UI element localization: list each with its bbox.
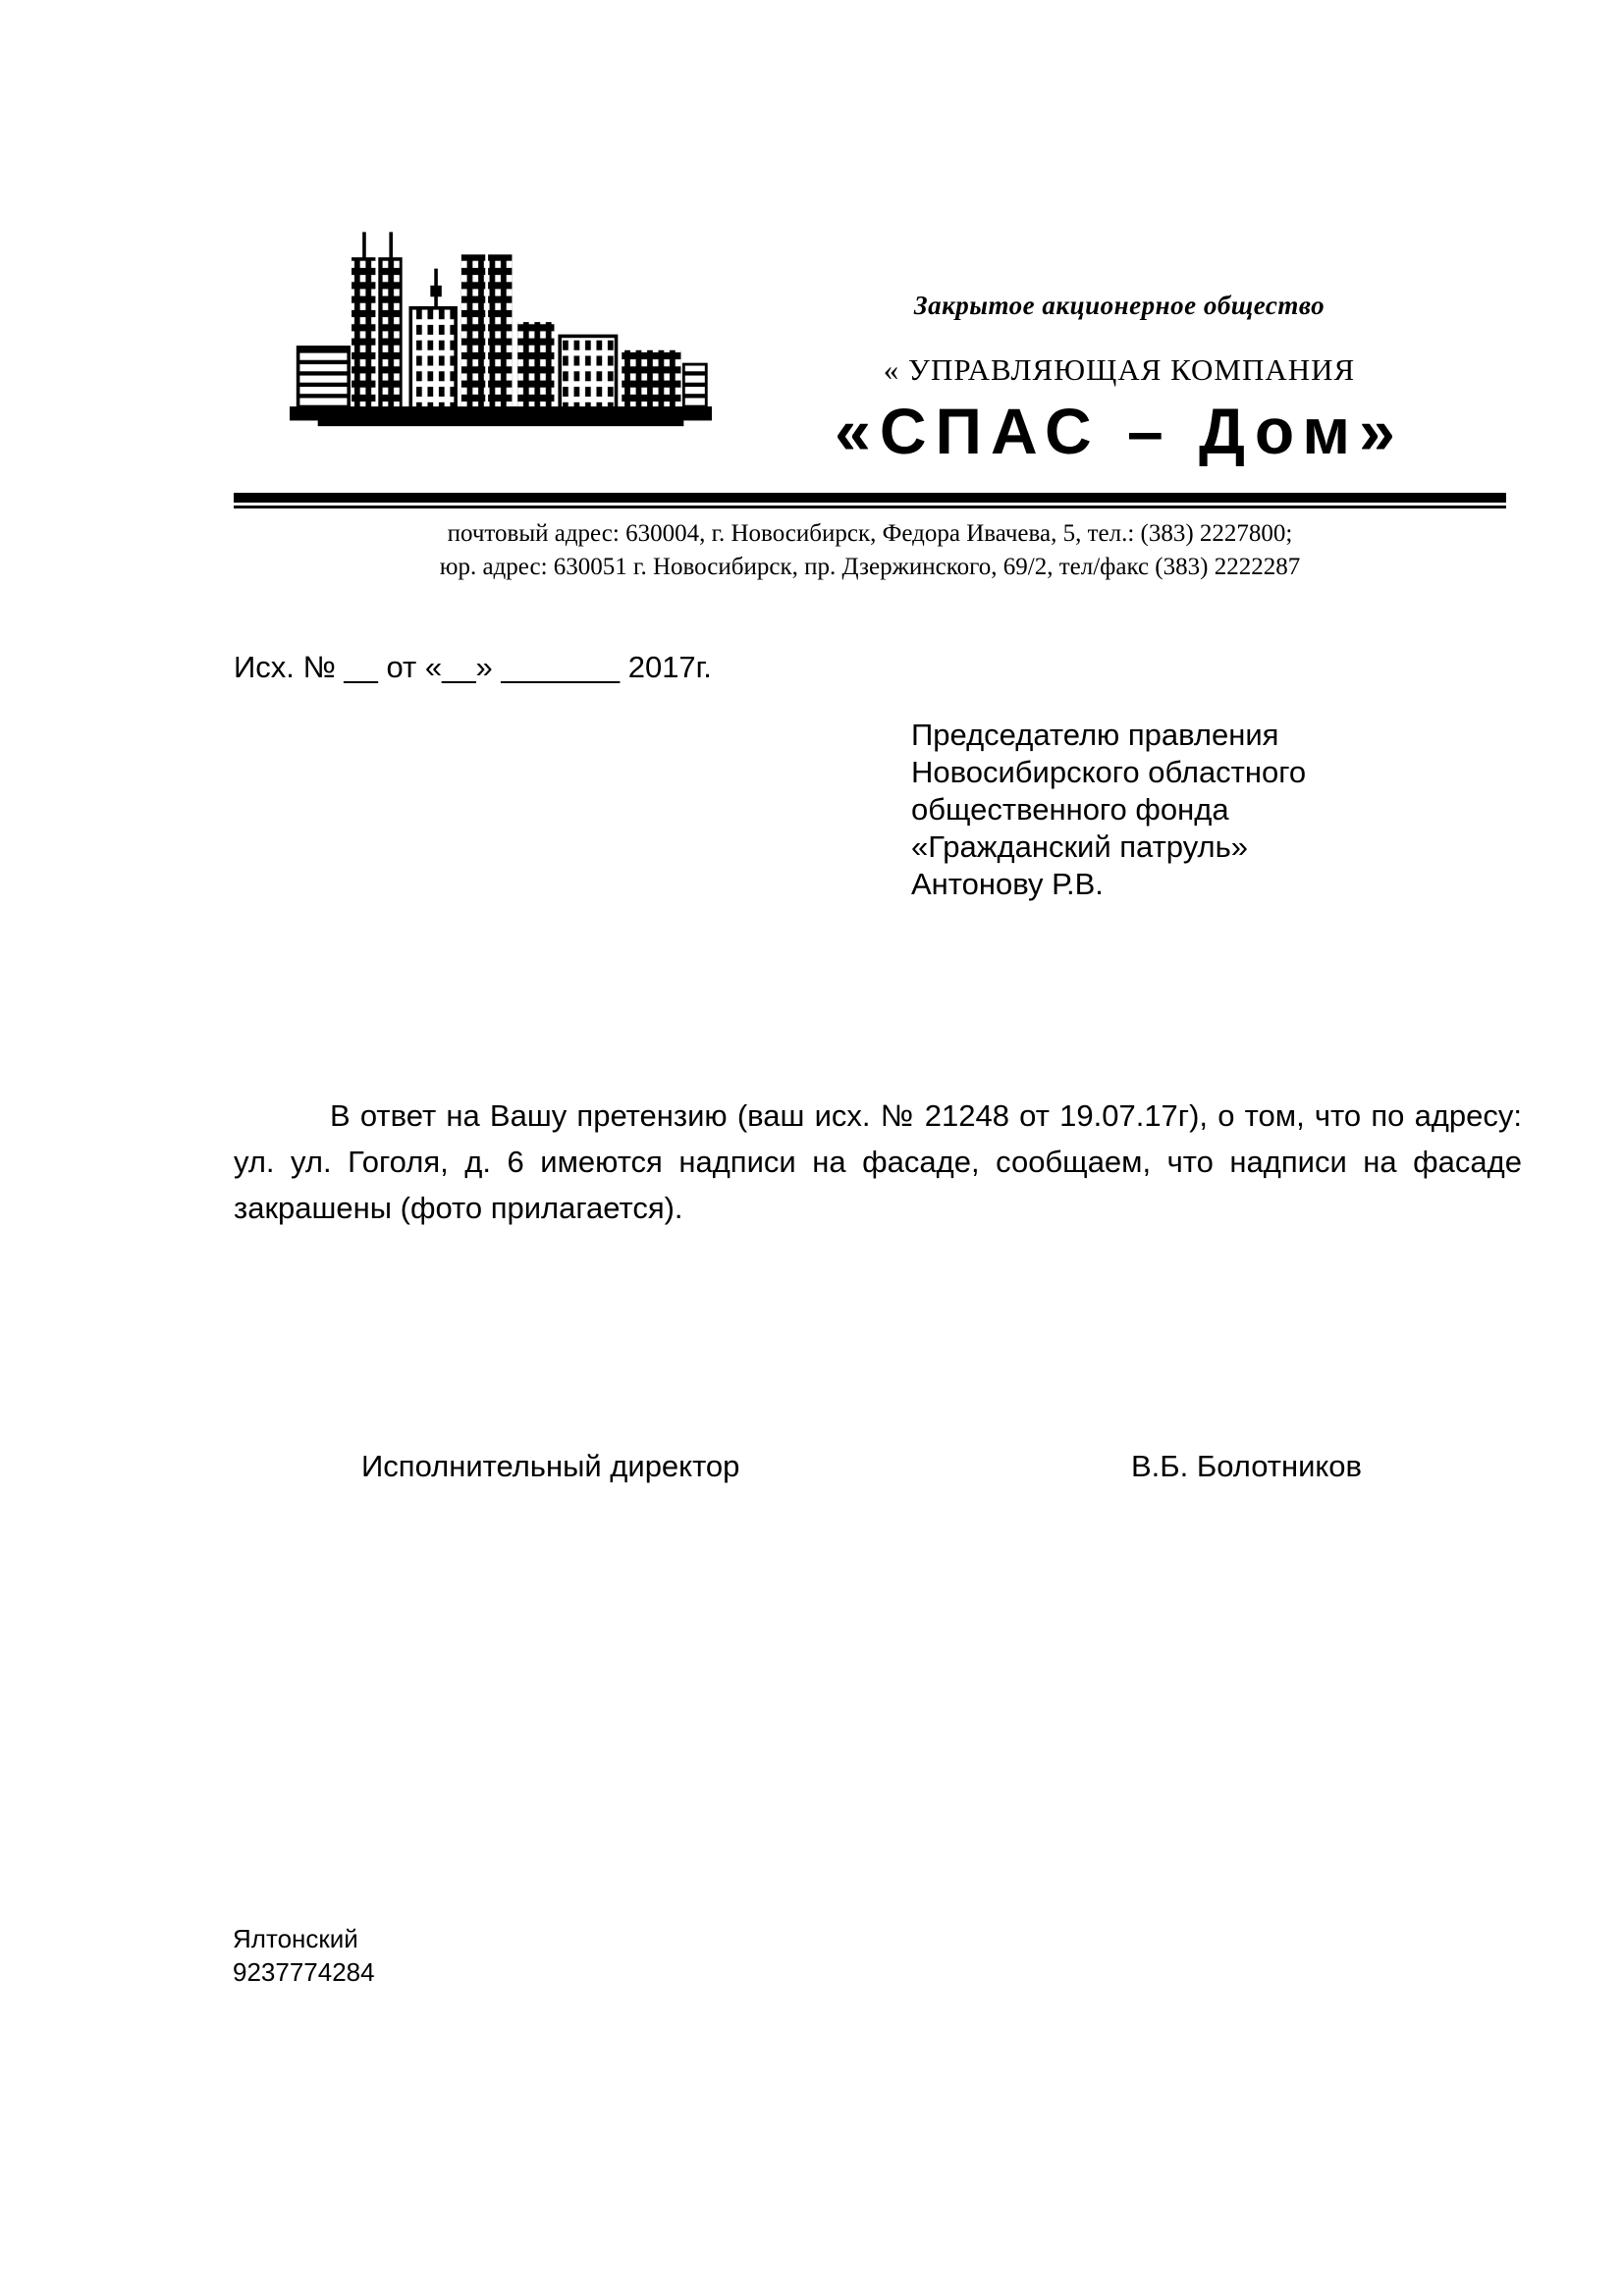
city-skyline-icon — [290, 228, 712, 442]
postal-address-line: почтовый адрес: 630004, г. Новосибирск, Федора Ивачева, 5, тел.: (383) 2227800; — [447, 520, 1293, 547]
addressee-line: Новосибирского областного — [911, 755, 1307, 789]
divider-thin-line — [234, 506, 1506, 508]
addressee-line: общественного фонда — [911, 792, 1229, 827]
signature-name: В.Б. Болотников — [1131, 1449, 1363, 1483]
addressee-line: Антонову Р.В. — [911, 867, 1104, 901]
addressee-line: «Гражданский патруль» — [911, 829, 1248, 864]
executor-name: Ялтонский — [233, 1924, 358, 1953]
company-name-line1: « УПРАВЛЯЮЩАЯ КОМПАНИЯ — [883, 352, 1356, 387]
legal-address-line: юр. адрес: 630051 г. Новосибирск, пр. Дзержинского, 69/2, тел/факс (383) 2222287 — [439, 554, 1301, 580]
letterhead-divider — [234, 493, 1506, 508]
letter-body-paragraph: В ответ на Вашу претензию (ваш исх. № 21248 от 19.07.17г), о том, что по адресу: ул. ул. Гоголя, д. 6 имеются надписи на фасаде, сообщаем, что надписи на фасаде закрашены (фото прилагается). — [234, 1098, 1522, 1225]
addressee-line: Председателю правления — [911, 718, 1279, 752]
letterhead-company-block — [722, 291, 1517, 468]
org-type-line: Закрытое акционерное общество — [913, 291, 1325, 320]
signature-title: Исполнительный директор — [361, 1449, 740, 1483]
letterhead-addresses — [234, 517, 1506, 584]
outgoing-reference-line: Исх. № __ от «__» _______ 2017г. — [234, 650, 712, 684]
divider-thick-line — [234, 493, 1506, 503]
executor-block — [233, 1922, 375, 1989]
company-name-line2: «СПАС – Дом» — [835, 395, 1404, 467]
executor-phone: 9237774284 — [233, 1957, 375, 1987]
addressee-block — [911, 717, 1461, 903]
company-logo — [290, 228, 712, 442]
